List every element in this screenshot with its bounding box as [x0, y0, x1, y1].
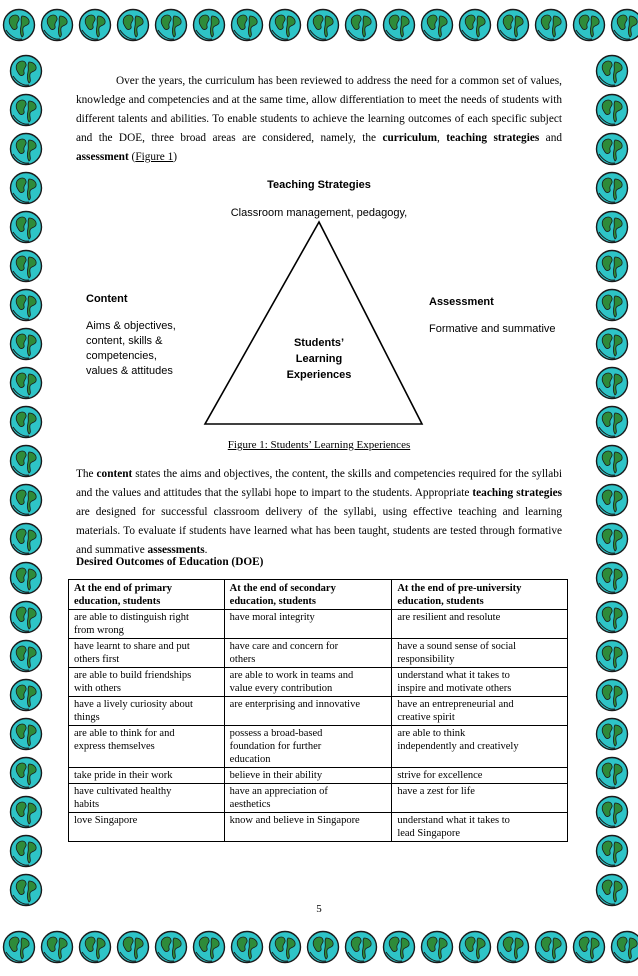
globe-icon — [572, 8, 606, 42]
globe-icon — [595, 54, 629, 88]
globe-icon — [534, 930, 568, 964]
table-cell: love Singapore — [69, 813, 225, 842]
globe-icon — [9, 717, 43, 751]
globe-icon — [9, 873, 43, 907]
table-cell: are able to work in teams and value every contribution — [224, 668, 392, 697]
border-right — [586, 52, 638, 922]
doe-header-row — [69, 580, 568, 610]
table-cell: are able to think independently and creatively — [392, 726, 568, 768]
globe-icon — [382, 930, 416, 964]
table-cell: have moral integrity — [224, 610, 392, 639]
globe-icon — [595, 327, 629, 361]
globe-icon — [595, 93, 629, 127]
globe-icon — [496, 930, 530, 964]
figure-caption: Figure 1: Students’ Learning Experiences — [227, 439, 411, 451]
table-cell: have learnt to share and put others first — [69, 639, 225, 668]
table-cell: have an appreciation of aesthetics — [224, 784, 392, 813]
cp-text1: states the aims and objectives, the content, the skills and competencies required for the syllabi and the values and attitudes that the syllabi hope to impart to the students. Appropriate — [76, 468, 562, 499]
figure-1-link[interactable]: Figure 1 — [135, 151, 174, 163]
table-cell: have an entrepreneurial and creative spirit — [392, 697, 568, 726]
globe-icon — [9, 444, 43, 478]
globe-icon — [595, 600, 629, 634]
globe-icon — [192, 8, 226, 42]
border-top — [0, 0, 638, 52]
table-cell: have cultivated healthy habits — [69, 784, 225, 813]
globe-icon — [192, 930, 226, 964]
globe-icon — [496, 8, 530, 42]
globe-icon — [9, 561, 43, 595]
table-cell: are able to distinguish right from wrong — [69, 610, 225, 639]
globe-icon — [534, 8, 568, 42]
globe-icon — [9, 327, 43, 361]
globe-icon — [306, 8, 340, 42]
globe-icon — [9, 639, 43, 673]
table-cell: possess a broad-based foundation for further education — [224, 726, 392, 768]
table-row — [69, 610, 568, 639]
cp-assessments: assessments — [147, 544, 205, 556]
intro-teaching-strategies: teaching strategies — [446, 132, 540, 144]
globe-icon — [420, 930, 454, 964]
globe-icon — [595, 522, 629, 556]
globe-icon — [595, 717, 629, 751]
table-cell: understand what it takes to inspire and motivate others — [392, 668, 568, 697]
globe-icon — [595, 834, 629, 868]
globe-icon — [595, 678, 629, 712]
globe-icon — [9, 288, 43, 322]
table-cell: are able to build friendships with others — [69, 668, 225, 697]
cp-teaching-strategies: teaching strategies — [472, 487, 562, 499]
globe-icon — [9, 132, 43, 166]
intro-sep1: , — [437, 132, 447, 144]
table-row — [69, 726, 568, 768]
globe-icon — [2, 930, 36, 964]
table-row — [69, 639, 568, 668]
border-left — [0, 52, 52, 922]
globe-icon — [595, 639, 629, 673]
assessment-sub: Formative and summative — [429, 323, 556, 335]
globe-icon — [78, 8, 112, 42]
globe-icon — [9, 171, 43, 205]
table-cell: understand what it takes to lead Singapore — [392, 813, 568, 842]
globe-icon — [595, 288, 629, 322]
globe-icon — [595, 249, 629, 283]
intro-curriculum: curriculum — [382, 132, 438, 144]
globe-icon — [595, 444, 629, 478]
globe-icon — [344, 8, 378, 42]
table-cell: are enterprising and innovative — [224, 697, 392, 726]
column-header-primary: At the end of primary education, students — [69, 580, 225, 610]
doe-heading: Desired Outcomes of Education (DOE) — [76, 556, 264, 568]
globe-icon — [595, 132, 629, 166]
teaching-strategies-title: Teaching Strategies — [267, 179, 371, 191]
globe-icon — [595, 873, 629, 907]
globe-icon — [610, 930, 638, 964]
globe-icon — [230, 930, 264, 964]
table-row — [69, 813, 568, 842]
cp-end: . — [204, 544, 208, 556]
teaching-strategies-sub: Classroom management, pedagogy, — [230, 207, 408, 219]
intro-paragraph — [76, 72, 562, 167]
cp-text2: are designed for successful classroom delivery of the syllabi, using effective teaching and learning materials. To evaluate if students have learned what has been taught, students are tested through formative and summative — [76, 506, 562, 556]
globe-icon — [306, 930, 340, 964]
globe-icon — [40, 930, 74, 964]
globe-icon — [9, 249, 43, 283]
content-title: Content — [86, 293, 128, 305]
table-row — [69, 784, 568, 813]
globe-icon — [9, 483, 43, 517]
globe-icon — [595, 405, 629, 439]
cp-content: content — [96, 468, 133, 480]
globe-icon — [344, 930, 378, 964]
globe-icon — [9, 834, 43, 868]
table-cell: strive for excellence — [392, 768, 568, 784]
center-line: Students’ — [293, 337, 345, 349]
globe-icon — [268, 8, 302, 42]
column-header-secondary: At the end of secondary education, students — [224, 580, 392, 610]
intro-sep2: and — [539, 132, 562, 144]
content-line: Aims & objectives, — [86, 320, 176, 332]
table-row — [69, 668, 568, 697]
assessment-title: Assessment — [429, 296, 494, 308]
learning-experiences-diagram — [76, 170, 562, 460]
page-number: 5 — [316, 903, 322, 915]
globe-icon — [595, 210, 629, 244]
globe-icon — [458, 930, 492, 964]
globe-icon — [154, 8, 188, 42]
globe-icon — [595, 561, 629, 595]
table-cell: have care and concern for others — [224, 639, 392, 668]
students-learning-experiences — [259, 335, 379, 383]
globe-icon — [382, 8, 416, 42]
cp-the: The — [76, 468, 97, 480]
globe-icon — [230, 8, 264, 42]
globe-icon — [9, 210, 43, 244]
globe-icon — [9, 54, 43, 88]
globe-icon — [9, 600, 43, 634]
globe-icon — [78, 930, 112, 964]
table-cell: have a lively curiosity about things — [69, 697, 225, 726]
content-line: competencies, — [86, 350, 157, 362]
table-cell: are able to think for and express themselves — [69, 726, 225, 768]
table-row — [69, 768, 568, 784]
doe-table — [68, 579, 568, 842]
content-line: values & attitudes — [86, 365, 173, 377]
globe-icon — [595, 756, 629, 790]
content-line: content, skills & — [86, 335, 163, 347]
globe-icon — [610, 8, 638, 42]
table-cell: believe in their ability — [224, 768, 392, 784]
border-bottom — [0, 922, 638, 976]
center-line: Experiences — [286, 369, 352, 381]
globe-icon — [268, 930, 302, 964]
globe-icon — [9, 522, 43, 556]
globe-icon — [595, 171, 629, 205]
globe-icon — [595, 483, 629, 517]
globe-icon — [9, 795, 43, 829]
table-cell: have a sound sense of social responsibility — [392, 639, 568, 668]
table-cell: have a zest for life — [392, 784, 568, 813]
globe-icon — [116, 930, 150, 964]
table-cell: know and believe in Singapore — [224, 813, 392, 842]
intro-assessment: assessment — [76, 151, 129, 163]
globe-icon — [9, 678, 43, 712]
content-paragraph — [76, 465, 562, 560]
table-cell: are resilient and resolute — [392, 610, 568, 639]
column-header-pre-university: At the end of pre-university education, students — [392, 580, 568, 610]
globe-icon — [9, 366, 43, 400]
globe-icon — [2, 8, 36, 42]
center-line: Learning — [295, 353, 343, 365]
globe-icon — [572, 930, 606, 964]
globe-icon — [9, 405, 43, 439]
globe-icon — [40, 8, 74, 42]
globe-icon — [595, 795, 629, 829]
globe-icon — [595, 366, 629, 400]
table-cell: take pride in their work — [69, 768, 225, 784]
globe-icon — [9, 93, 43, 127]
globe-icon — [116, 8, 150, 42]
content-description — [86, 319, 216, 379]
intro-sep3: ( — [128, 151, 136, 163]
globe-icon — [420, 8, 454, 42]
table-row — [69, 697, 568, 726]
intro-end: ) — [173, 151, 178, 163]
intro-text: Over the years, the curriculum has been reviewed to address the need for a common set of values, knowledge and competencies and at the same time, allow differentiation to meet the needs of students with different talents and abilities. To enable students to achieve the learning outcomes of each specific subject and the DOE, three broad areas are considered, namely, the — [76, 75, 562, 144]
globe-icon — [458, 8, 492, 42]
globe-icon — [9, 756, 43, 790]
globe-icon — [154, 930, 188, 964]
